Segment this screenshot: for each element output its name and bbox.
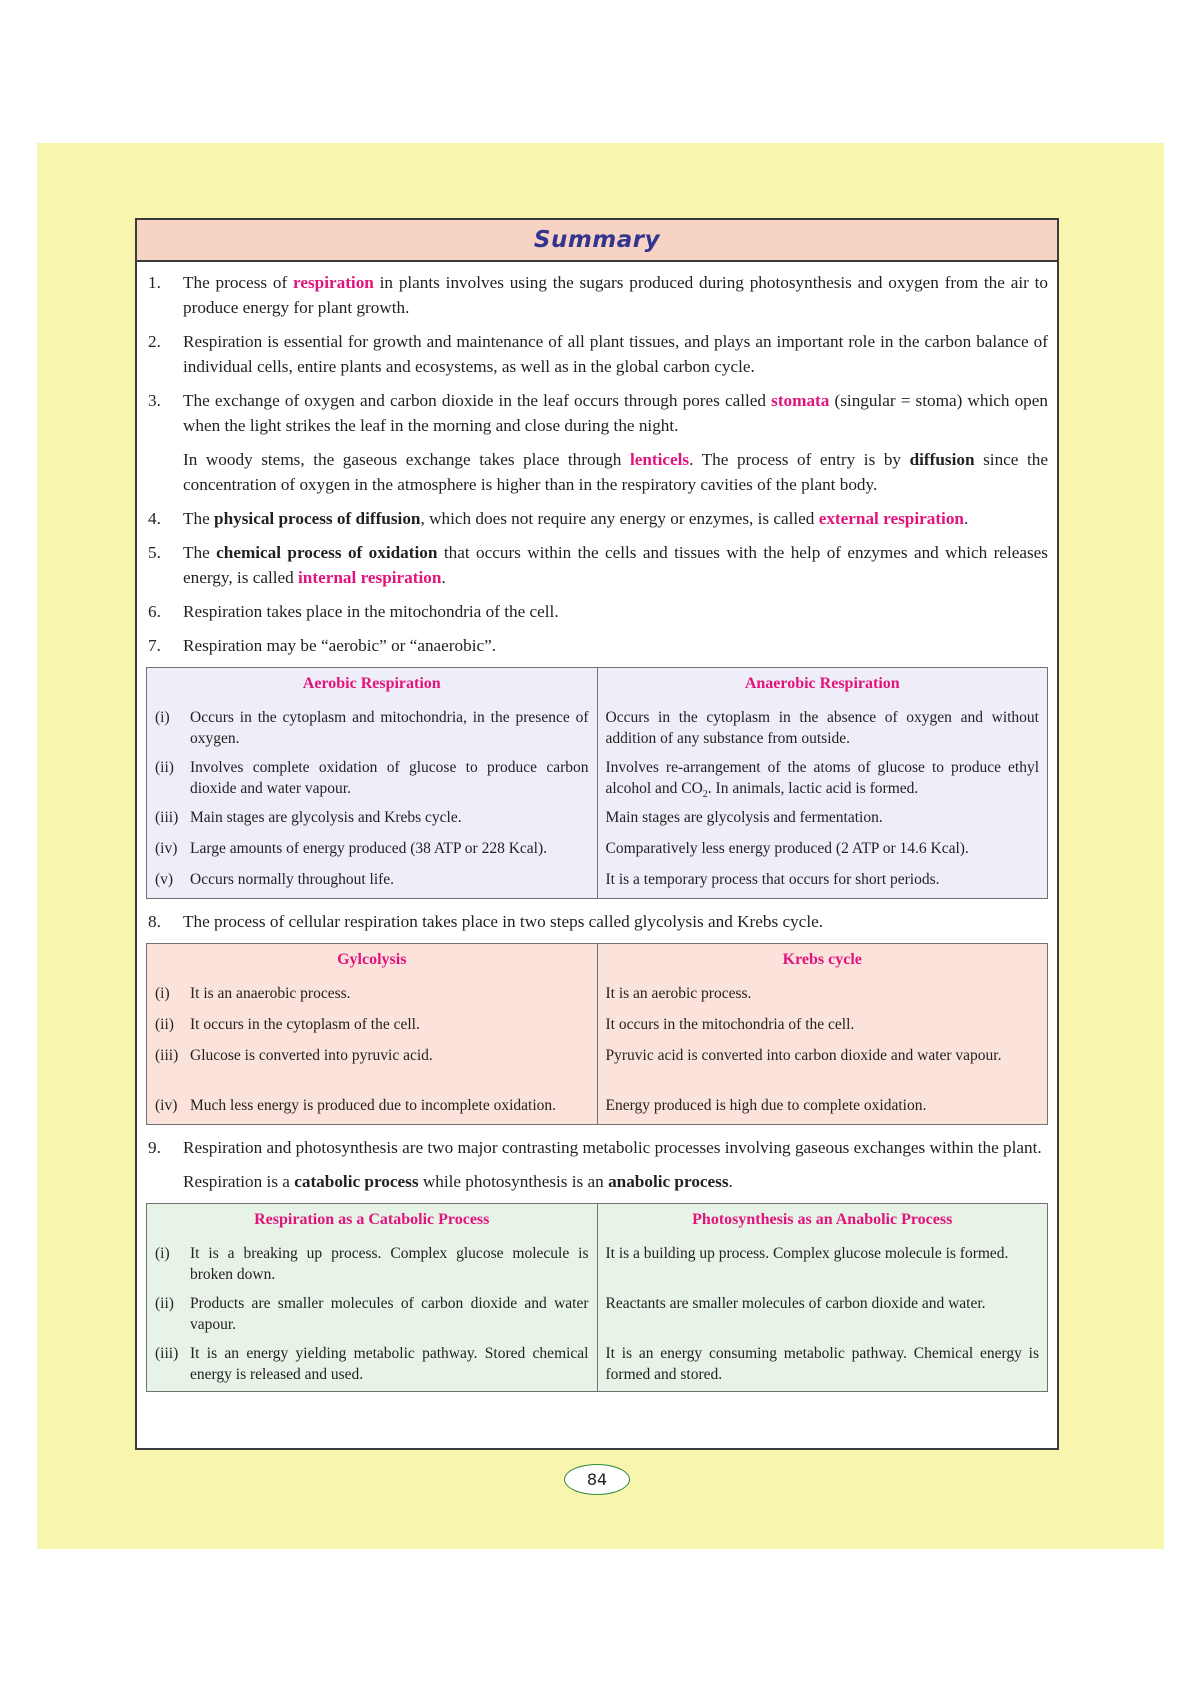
point-number: 4. [148,509,161,528]
point-7 [146,633,1048,658]
table-row: Comparatively less energy produced (2 ATP or 14.6 Kcal). [605,840,969,857]
table-row: (iv) Large amounts of energy produced (38 ATP or 228 Kcal). [155,840,547,857]
point-3-continuation: In woody stems, the gaseous exchange takes place through lenticels. The process of entry is by diffusion since the concentration of oxygen in the atmosphere is higher than in the respiratory cavities of the plant body. [183,450,1048,494]
keyword: external respiration [818,509,964,528]
table-header: Respiration as a Catabolic Process [254,1211,490,1228]
point-text: The process of cellular respiration takes place in two steps called glycolysis and Krebs cycle. [183,912,824,931]
table-header: Gylcolysis [337,951,407,968]
table-row: Occurs in the cytoplasm in the absence of oxygen and without addition of any substance from outside. [605,709,1039,747]
page-number-badge [564,1464,630,1495]
table-row: It occurs in the mitochondria of the cell. [605,1016,855,1033]
point-4 [146,506,1048,531]
table-row: It is a temporary process that occurs for short periods. [605,871,940,888]
point-text: Respiration and photosynthesis are two major contrasting metabolic processes involving gaseous exchanges within the plant. [183,1138,1042,1157]
table-right-column [598,944,1048,1124]
point-text: Respiration is essential for growth and maintenance of all plant tissues, and plays an important role in the carbon balance of individual cells, entire plants and ecosystems, as well as in the global carbon cycle. [183,332,1048,376]
point-number: 8. [148,912,161,931]
aerobic-anaerobic-table [146,667,1048,899]
point-text: The chemical process of oxidation that occurs within the cells and tissues with the help of enzymes and which releases energy, is called internal respiration. [183,543,1048,587]
table-row: (ii) Products are smaller molecules of carbon dioxide and water vapour. [155,1295,589,1333]
table-right-column [598,668,1048,898]
table-header: Aerobic Respiration [302,675,441,692]
table-row: (iv) Much less energy is produced due to incomplete oxidation. [155,1097,557,1114]
table-row: (ii) Involves complete oxidation of glucose to produce carbon dioxide and water vapour. [155,759,589,797]
keyword: lenticels [629,450,690,469]
table-row: (iii) It is an energy yielding metabolic pathway. Stored chemical energy is released and used. [155,1345,589,1383]
table-row: It is a building up process. Complex glucose molecule is formed. [605,1245,1009,1262]
table-row: Energy produced is high due to complete oxidation. [605,1097,927,1114]
table-left-column [147,944,598,1124]
table-row: Pyruvic acid is converted into carbon dioxide and water vapour. [605,1047,1002,1064]
table-row: Reactants are smaller molecules of carbon dioxide and water. [605,1295,986,1312]
point-5 [146,540,1048,590]
table-row: It is an aerobic process. [605,985,752,1002]
point-number: 7. [148,636,161,655]
keyword: stomata [771,391,830,410]
point-6 [146,599,1048,624]
point-number: 3. [148,391,161,410]
point-text: Respiration takes place in the mitochondria of the cell. [183,602,559,621]
glycolysis-krebs-table [146,943,1048,1125]
table-row: (iii) Main stages are glycolysis and Krebs cycle. [155,809,462,826]
point-2 [146,329,1048,379]
summary-header [137,220,1057,262]
summary-title: Summary [533,227,661,253]
table-row: (iii) Glucose is converted into pyruvic acid. [155,1047,433,1064]
point-number: 6. [148,602,161,621]
catabolic-anabolic-table [146,1203,1048,1392]
point-text: The physical process of diffusion, which does not require any energy or enzymes, is called external respiration. [183,509,969,528]
point-9 [146,1135,1048,1160]
page-number: 84 [586,1470,608,1489]
point-1 [146,270,1048,320]
summary-box [135,218,1059,1450]
table-row: It is an energy consuming metabolic pathway. Chemical energy is formed and stored. [605,1345,1039,1383]
point-text: The process of respiration in plants involves using the sugars produced during photosynthesis and oxygen from the air to produce energy for plant growth. [183,273,1048,317]
table-row: (i) It is a breaking up process. Complex glucose molecule is broken down. [155,1245,589,1283]
table-left-column [147,1204,598,1391]
table-row: Involves re-arrangement of the atoms of glucose to produce ethyl alcohol and $CO_2$. In animals, lactic acid is formed. [605,759,1039,801]
point-number: 1. [148,273,161,292]
table-left-column [147,668,598,898]
table-row: (i) Occurs in the cytoplasm and mitochondria, in the presence of oxygen. [155,709,589,747]
table-row: (ii) It occurs in the cytoplasm of the cell. [155,1016,420,1033]
table-row: (v) Occurs normally throughout life. [155,871,395,888]
point-number: 2. [148,332,161,351]
table-header: Krebs cycle [782,951,862,968]
table-header: Anaerobic Respiration [744,675,900,692]
point-text: The exchange of oxygen and carbon dioxide in the leaf occurs through pores called stomata (singular = stoma) which open when the light strikes the leaf in the morning and close during the night. [183,391,1048,435]
point-number: 5. [148,543,161,562]
keyword: internal respiration [298,568,442,587]
table-header: Photosynthesis as an Anabolic Process [692,1211,953,1228]
point-3 [146,388,1048,438]
table-row: (i) It is an anaerobic process. [155,985,351,1002]
table-row: Main stages are glycolysis and fermentation. [605,809,883,826]
point-9-continuation: Respiration is a catabolic process while photosynthesis is an anabolic process. [183,1172,733,1191]
point-text: Respiration may be “aerobic” or “anaerobic”. [183,636,497,655]
keyword: respiration [293,273,374,292]
point-8 [146,909,1048,934]
summary-content [137,262,1057,1392]
point-number: 9. [148,1138,161,1157]
table-right-column [598,1204,1048,1391]
